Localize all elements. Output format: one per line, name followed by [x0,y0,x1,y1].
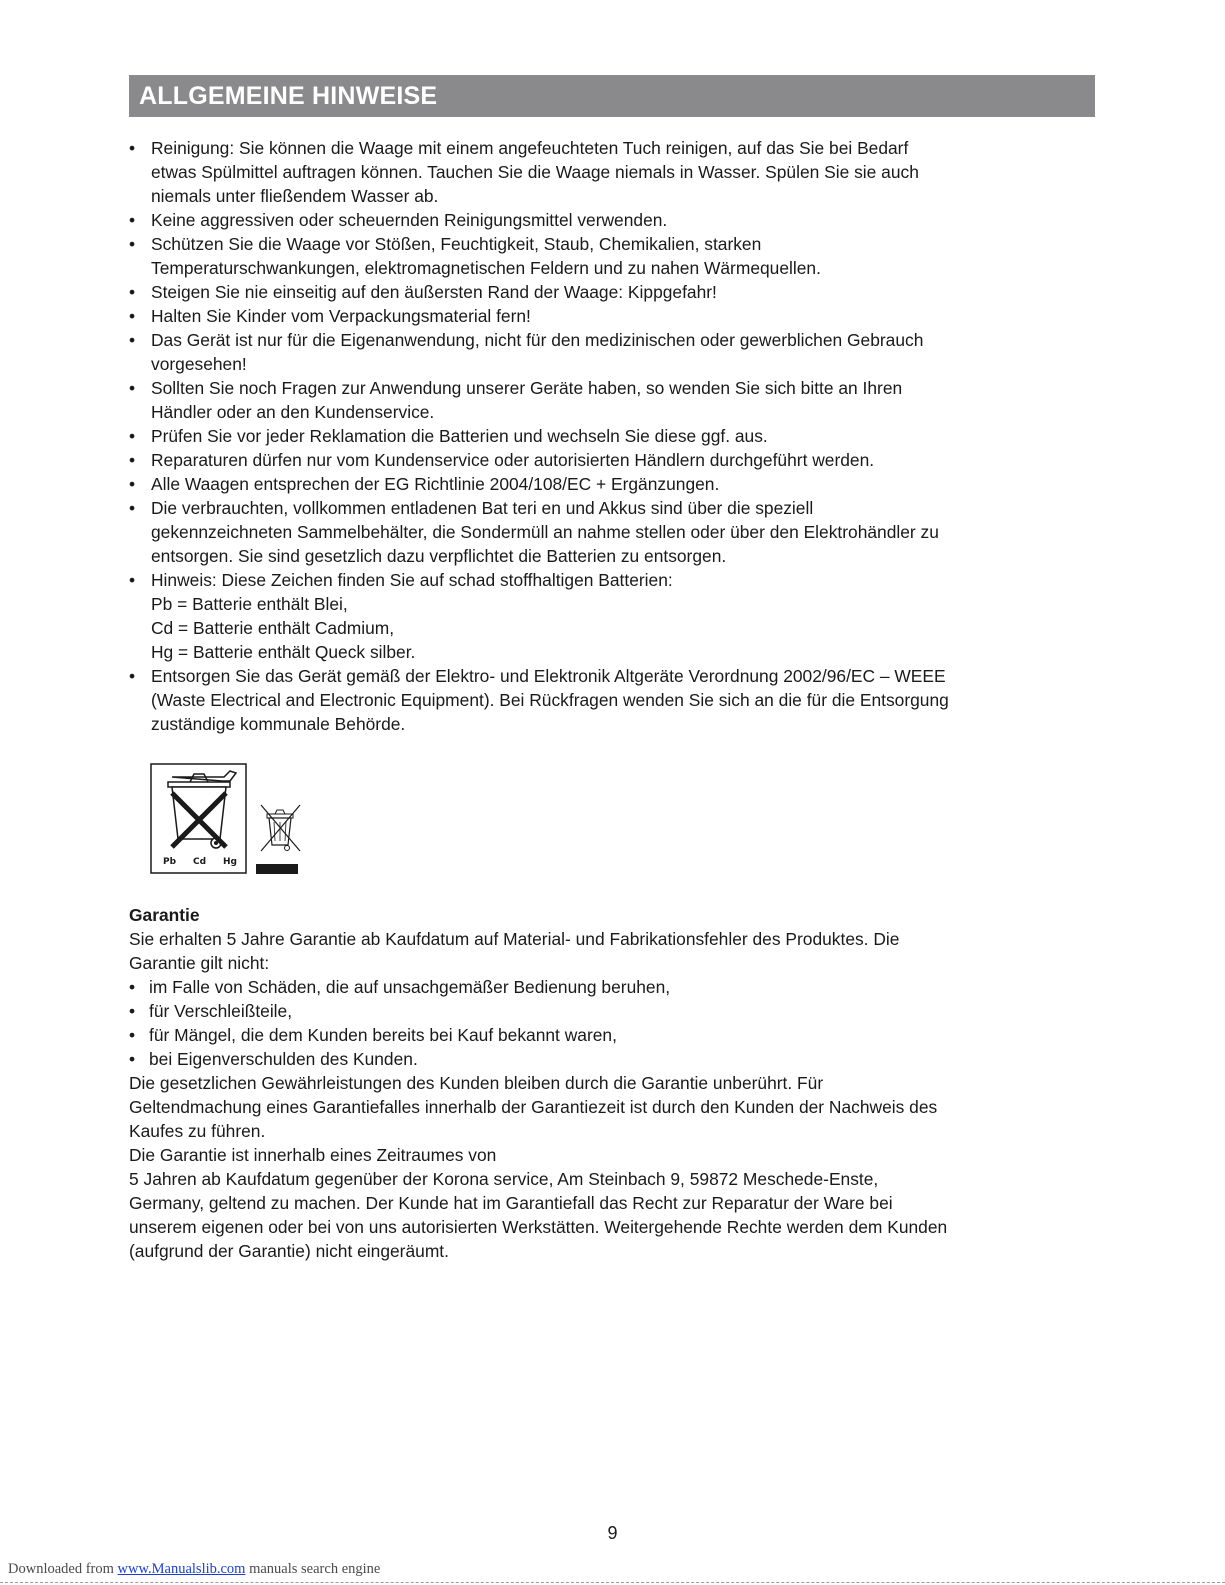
list-item [129,448,1109,472]
warranty-body-line: Germany, geltend zu machen. Der Kunde hat im Garantiefall das Recht zur Reparatur der Ware bei [129,1193,893,1213]
note-text-line: gekennzeichneten Sammelbehälter, die Sondermüll an nahme stellen oder über den Elektrohändler zu [151,522,939,542]
warranty-title: Garantie [129,905,200,925]
note-text-line: Keine aggressiven oder scheuernden Reinigungsmittel verwenden. [151,210,668,230]
crossed-out-bin-battery-icon [151,764,246,873]
bullet-icon: • [129,977,136,997]
list-item [129,376,1109,424]
warranty-section [129,903,1109,1263]
note-text-line: Reinigung: Sie können die Waage mit einem angefeuchteten Tuch reinigen, auf das Sie bei Bedarf [151,138,909,158]
note-text-line: Reparaturen dürfen nur vom Kundenservice oder autorisierten Händlern durchgeführt werden. [151,450,875,470]
bullet-icon: • [129,1049,136,1069]
footer-prefix: Downloaded from [8,1561,118,1577]
bullet-icon: • [129,474,136,494]
list-item [129,975,1109,999]
list-item [129,280,1109,304]
exclusion-text: für Mängel, die dem Kunden bereits bei Kauf bekannt waren, [149,1025,617,1045]
note-text-line: Das Gerät ist nur für die Eigenanwendung, nicht für den medizinischen oder gewerblichen Gebrauch [151,330,924,350]
bullet-icon: • [129,306,136,326]
warranty-intro [129,927,1109,975]
manualslib-link[interactable]: www.Manualslib.com [117,1561,246,1577]
page-number: 9 [607,1523,618,1543]
section-header [129,75,1095,117]
footer-divider [0,1582,1225,1583]
cd-label: Cd [193,857,207,867]
warranty-body-line: (aufgrund der Garantie) nicht eingeräumt. [129,1241,449,1261]
note-text-line: Entsorgen Sie das Gerät gemäß der Elektro- und Elektronik Altgeräte Verordnung 2002/96/EC – WEEE [151,666,946,686]
note-text-line: Die verbrauchten, vollkommen entladenen Bat teri en und Akkus sind über die speziell [151,498,814,518]
note-text-line: Steigen Sie nie einseitig auf den äußersten Rand der Waage: Kippgefahr! [151,282,717,302]
warranty-body-line: Die Garantie ist innerhalb eines Zeitraumes von [129,1145,497,1165]
bullet-icon: • [129,570,136,590]
list-item [129,664,1109,736]
list-item [129,568,1109,664]
list-item [129,1023,1109,1047]
exclusion-text: im Falle von Schäden, die auf unsachgemäßer Bedienung beruhen, [149,977,671,997]
bullet-icon: • [129,666,136,686]
pb-label: Pb [163,857,177,867]
warranty-body [129,1071,1109,1263]
note-text-line: Sollten Sie noch Fragen zur Anwendung unserer Geräte haben, so wenden Sie sich bitte an Ihren [151,378,903,398]
bullet-icon: • [129,426,136,446]
list-item [129,232,1109,280]
warranty-body-line: unserem eigenen oder bei von uns autorisierten Werkstätten. Weitergehende Rechte werden dem Kunden [129,1217,948,1237]
list-item [129,328,1109,376]
warranty-body-line: 5 Jahren ab Kaufdatum gegenüber der Korona service, Am Steinbach 9, 59872 Meschede-Enste, [129,1169,879,1189]
note-text-line: zuständige kommunale Behörde. [151,714,406,734]
bullet-icon: • [129,450,136,470]
list-item [129,496,1109,568]
warranty-body-line: Die gesetzlichen Gewährleistungen des Kunden bleiben durch die Garantie unberührt. Für [129,1073,824,1093]
bullet-icon: • [129,282,136,302]
note-text-line: etwas Spülmittel auftragen können. Tauchen Sie die Waage niemals in Wasser. Spülen Sie sie auch [151,162,919,182]
bullet-icon: • [129,138,136,158]
warranty-body-line: Kaufes zu führen. [129,1121,266,1141]
note-text-line: vorgesehen! [151,354,247,374]
section-title: ALLGEMEINE HINWEISE [139,82,438,110]
warranty-intro-line: Garantie gilt nicht: [129,953,270,973]
note-text-line: Hg = Batterie enthält Queck silber. [151,642,416,662]
note-text-line: Händler oder an den Kundenservice. [151,402,435,422]
note-text-line: Prüfen Sie vor jeder Reklamation die Batterien und wechseln Sie diese ggf. aus. [151,426,768,446]
list-item [129,208,1109,232]
note-text-line: Temperaturschwankungen, elektromagnetischen Feldern und zu nahen Wärmequellen. [151,258,821,278]
hg-label: Hg [223,857,237,867]
bullet-icon: • [129,330,136,350]
note-text-line: Schützen Sie die Waage vor Stößen, Feuchtigkeit, Staub, Chemikalien, starken [151,234,762,254]
warranty-body-line: Geltendmachung eines Garantiefalles innerhalb der Garantiezeit ist durch den Kunden der Nachweis des [129,1097,938,1117]
note-text-line: Alle Waagen entsprechen der EG Richtlinie 2004/108/EC + Ergänzungen. [151,474,720,494]
download-footer [8,1561,380,1578]
bullet-icon: • [129,378,136,398]
warranty-intro-line: Sie erhalten 5 Jahre Garantie ab Kaufdatum auf Material- und Fabrikationsfehler des Produktes. Die [129,929,900,949]
note-text-line: (Waste Electrical and Electronic Equipment). Bei Rückfragen wenden Sie sich an die für die Entsorgung [151,690,949,710]
exclusion-text: für Verschleißteile, [149,1001,293,1021]
weee-crossed-out-bin-icon [256,805,300,874]
bullet-icon: • [129,210,136,230]
bullet-icon: • [129,498,136,518]
note-text-line: niemals unter fließendem Wasser ab. [151,186,439,206]
list-item [129,472,1109,496]
general-notes-list [129,136,1109,736]
bullet-icon: • [129,1025,136,1045]
note-text-line: Halten Sie Kinder vom Verpackungsmaterial fern! [151,306,531,326]
bullet-icon: • [129,234,136,254]
list-item [129,424,1109,448]
bullet-icon: • [129,1001,136,1021]
note-text-line: Pb = Batterie enthält Blei, [151,594,348,614]
warranty-exclusions-list [129,975,1109,1071]
exclusion-text: bei Eigenverschulden des Kunden. [149,1049,418,1069]
note-text-line: Cd = Batterie enthält Cadmium, [151,618,395,638]
list-item [129,304,1109,328]
footer-suffix: manuals search engine [245,1561,381,1577]
list-item [129,136,1109,208]
note-text-line: Hinweis: Diese Zeichen finden Sie auf schad stoffhaltigen Batterien: [151,570,673,590]
list-item [129,1047,1109,1071]
note-text-line: entsorgen. Sie sind gesetzlich dazu verpflichtet die Batterien zu entsorgen. [151,546,727,566]
disposal-symbols [150,763,310,878]
list-item [129,999,1109,1023]
